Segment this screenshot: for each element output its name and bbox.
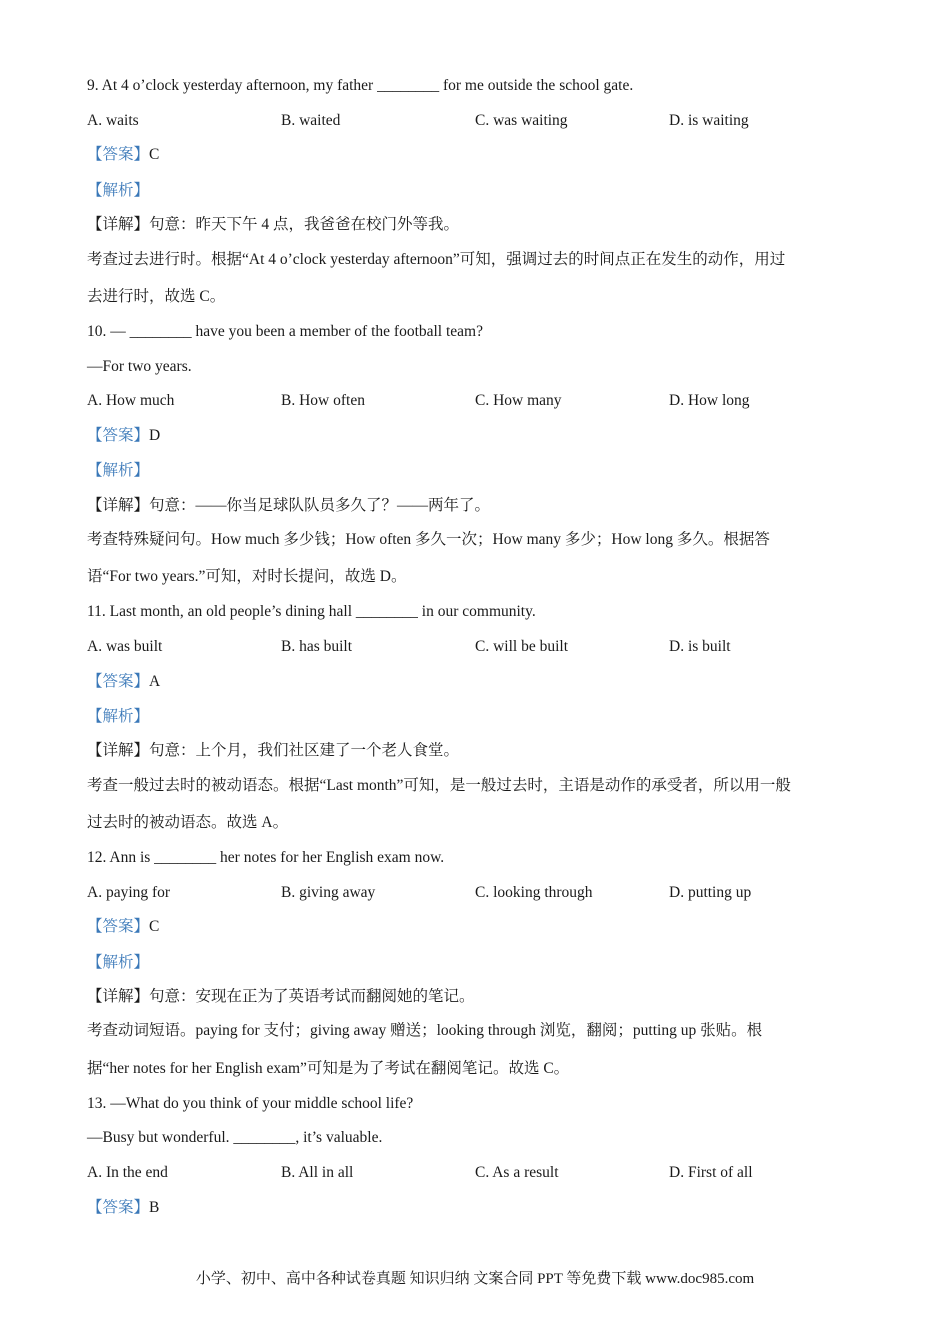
question-10-option-d: D. How long bbox=[669, 392, 750, 409]
question-11-option-a: A. was built bbox=[87, 638, 163, 655]
question-9-analysis-tag: 【解析】 bbox=[87, 182, 150, 199]
question-10-answer bbox=[87, 426, 160, 446]
question-12-explanation-line-1: 考查动词短语。paying for 支付；giving away 赠送；looking through 浏览，翻阅；putting up 张贴。根 bbox=[87, 1022, 763, 1039]
detail-tag: 【详解】 bbox=[87, 216, 150, 233]
question-11-option-d: D. is built bbox=[669, 638, 731, 655]
question-13-option-d: D. First of all bbox=[669, 1164, 753, 1181]
question-12-explanation-line-2: 据“her notes for her English exam”可知是为了考试在翻阅笔记。故选 C。 bbox=[87, 1060, 570, 1077]
question-9-detail bbox=[87, 215, 459, 235]
question-11-explanation-line-1: 考查一般过去时的被动语态。根据“Last month”可知，是一般过去时，主语是动作的承受者，所以用一般 bbox=[87, 777, 791, 794]
detail-tag: 【详解】 bbox=[87, 742, 150, 759]
question-13-option-a: A. In the end bbox=[87, 1164, 168, 1181]
detail-text: 句意：昨天下午 4 点，我爸爸在校门外等我。 bbox=[149, 216, 460, 233]
detail-tag: 【详解】 bbox=[87, 988, 150, 1005]
question-11-analysis-tag: 【解析】 bbox=[87, 708, 150, 725]
question-13-option-b: B. All in all bbox=[281, 1164, 354, 1181]
question-9-explanation-line-2: 去进行时，故选 C。 bbox=[87, 288, 226, 305]
answer-value: D bbox=[149, 427, 161, 444]
question-11-detail bbox=[87, 741, 459, 761]
question-13-answer bbox=[87, 1198, 159, 1218]
question-13-stem: 13. —What do you think of your middle school life? bbox=[87, 1095, 414, 1112]
question-11-explanation-line-2: 过去时的被动语态。故选 A。 bbox=[87, 814, 289, 831]
page-footer: 小学、初中、高中各种试卷真题 知识归纳 文案合同 PPT 等免费下载 www.doc985.com bbox=[195, 1271, 755, 1287]
question-10-explanation-line-1: 考查特殊疑问句。How much 多少钱；How often 多久一次；How many 多少；How long 多久。根据答 bbox=[87, 531, 770, 548]
answer-tag: 【答案】 bbox=[87, 673, 150, 690]
answer-value: C bbox=[149, 146, 160, 163]
question-10-explanation-line-2: 语“For two years.”可知，对时长提问，故选 D。 bbox=[87, 568, 407, 585]
question-12-stem: 12. Ann is ________ her notes for her English exam now. bbox=[87, 849, 445, 866]
question-11-stem: 11. Last month, an old people’s dining hall ________ in our community. bbox=[87, 603, 536, 620]
answer-value: C bbox=[149, 918, 160, 935]
question-11-option-b: B. has built bbox=[281, 638, 353, 655]
question-10-stem-reply: —For two years. bbox=[87, 358, 192, 375]
answer-value: B bbox=[149, 1199, 160, 1216]
question-12-detail bbox=[87, 987, 475, 1007]
question-10-option-a: A. How much bbox=[87, 392, 175, 409]
question-13-stem-reply: —Busy but wonderful. ________, it’s valuable. bbox=[87, 1129, 383, 1146]
question-9-option-a: A. waits bbox=[87, 112, 139, 129]
question-10-analysis-tag: 【解析】 bbox=[87, 462, 150, 479]
question-11-option-c: C. will be built bbox=[475, 638, 568, 655]
question-12-option-a: A. paying for bbox=[87, 884, 171, 901]
question-9-stem: 9. At 4 o’clock yesterday afternoon, my father ________ for me outside the school gate. bbox=[87, 77, 634, 94]
question-12-option-b: B. giving away bbox=[281, 884, 376, 901]
question-12-option-c: C. looking through bbox=[475, 884, 593, 901]
question-10-detail bbox=[87, 496, 490, 516]
question-9-option-d: D. is waiting bbox=[669, 112, 749, 129]
detail-text: 句意：——你当足球队队员多久了？——两年了。 bbox=[149, 497, 491, 514]
detail-text: 句意：上个月，我们社区建了一个老人食堂。 bbox=[149, 742, 460, 759]
question-9-option-b: B. waited bbox=[281, 112, 341, 129]
question-12-option-d: D. putting up bbox=[669, 884, 752, 901]
answer-tag: 【答案】 bbox=[87, 146, 150, 163]
question-13-option-c: C. As a result bbox=[475, 1164, 559, 1181]
question-10-option-c: C. How many bbox=[475, 392, 562, 409]
answer-tag: 【答案】 bbox=[87, 427, 150, 444]
question-11-answer bbox=[87, 672, 160, 692]
answer-tag: 【答案】 bbox=[87, 1199, 150, 1216]
question-10-option-b: B. How often bbox=[281, 392, 365, 409]
answer-tag: 【答案】 bbox=[87, 918, 150, 935]
question-12-analysis-tag: 【解析】 bbox=[87, 954, 150, 971]
detail-tag: 【详解】 bbox=[87, 497, 150, 514]
detail-text: 句意：安现在正为了英语考试而翻阅她的笔记。 bbox=[149, 988, 475, 1005]
question-9-answer bbox=[87, 145, 159, 165]
question-9-explanation-line-1: 考查过去进行时。根据“At 4 o’clock yesterday afternoon”可知，强调过去的时间点正在发生的动作，用过 bbox=[87, 251, 786, 268]
question-12-answer bbox=[87, 917, 159, 937]
question-10-stem: 10. — ________ have you been a member of the football team? bbox=[87, 323, 483, 340]
question-9-option-c: C. was waiting bbox=[475, 112, 568, 129]
answer-value: A bbox=[149, 673, 161, 690]
